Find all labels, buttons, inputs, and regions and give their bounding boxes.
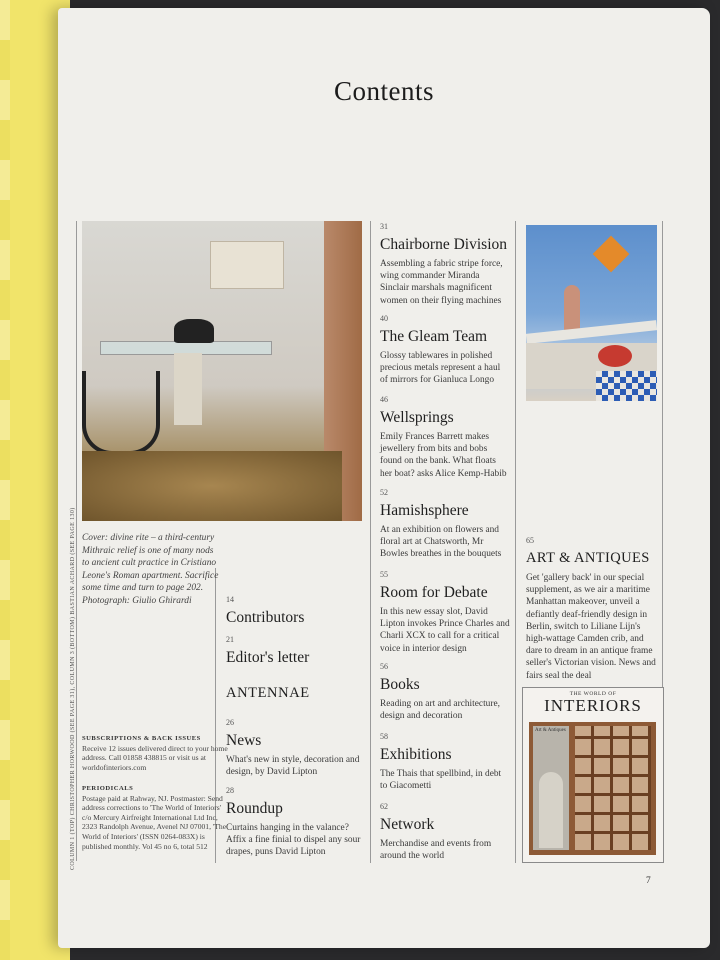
entry-title: Books xyxy=(380,676,420,693)
toc-entry[interactable] xyxy=(380,488,510,561)
entry-description: The Thais that spellbind, in debt to Giacometti xyxy=(380,769,502,792)
entry-page: 28 xyxy=(226,786,234,795)
entry-description: Assembling a fabric stripe force, wing commander Miranda Sinclair marshals magnificent women on their flying machines xyxy=(380,259,503,306)
entry-page: 31 xyxy=(380,222,388,231)
entry-title: Chairborne Division xyxy=(380,236,507,253)
entry-page: 40 xyxy=(380,314,388,323)
entry-page: 58 xyxy=(380,732,388,741)
section-antennae: ANTENNAE xyxy=(226,685,310,701)
entry-page: 14 xyxy=(226,595,234,604)
supplement-cover-image xyxy=(529,722,656,855)
page-number: 7 xyxy=(646,876,651,886)
entry-title: Roundup xyxy=(226,800,283,817)
entry-title: Editor's letter xyxy=(226,649,310,666)
toc-entry[interactable] xyxy=(226,595,366,627)
entry-description: Emily Frances Barrett makes jewellery from bits and bobs found on the bank. What floats her boat? asks Alice Kemp-Habib xyxy=(380,432,507,479)
wing-walker-photo xyxy=(526,225,657,401)
magazine-page xyxy=(58,8,710,948)
cover-caption: Cover: divine rite – a third-century Mithraic relief is one of many nods to ancient cult practice in Cristiano Leone's Roman apartment. Sacrifice some time and turn to page 202. Photograph: Giulio Ghirardi xyxy=(82,533,219,606)
entry-page: 21 xyxy=(226,635,234,644)
entry-description: At an exhibition on flowers and floral art at Chatsworth, Mr Bowles breathes in the bouquets xyxy=(380,525,502,560)
toc-entry[interactable] xyxy=(226,786,366,859)
entry-title: Network xyxy=(380,816,435,833)
entry-title: News xyxy=(226,732,262,749)
photo-credits: COLUMN 1 (TOP) CHRISTOPHER HORWOOD (SEE PAGE 31), COLUMN 3 (BOTTOM) BASTIAN ACHARD (SEE PAGE 130) xyxy=(70,507,76,870)
toc-entry[interactable] xyxy=(226,718,366,778)
subscriptions-text: Receive 12 issues delivered direct to your home address. Call 01858 438815 or visit us at worldofinteriors.com xyxy=(82,743,228,772)
entry-page: 52 xyxy=(380,488,388,497)
supplement-cover-thumbnail xyxy=(522,687,664,863)
entry-page: 46 xyxy=(380,395,388,404)
mithraic-relief xyxy=(210,241,284,289)
entry-title: Room for Debate xyxy=(380,584,488,601)
toc-entry[interactable] xyxy=(380,662,510,722)
entry-description: Merchandise and events from around the world xyxy=(380,839,492,862)
entry-description: Get 'gallery back' in our special supplement, as we air a maritime Manhattan makeover, unveil a defiantly deaf-friendly design in Berlin, switch to Liliane Lijn's high-wattage Camden crib, and dare to dream in an antique frame seller's Victorian vision. News and fairs seal the deal xyxy=(526,573,656,681)
toc-entry[interactable] xyxy=(380,395,510,480)
column-rule xyxy=(515,221,516,863)
cover-photo xyxy=(82,221,362,521)
entry-description: In this new essay slot, David Lipton invokes Prince Charles and Charli XCX to call for a critical voice in interior design xyxy=(380,607,510,654)
toc-entry[interactable] xyxy=(380,570,510,655)
toc-entry-art-antiques[interactable] xyxy=(526,536,658,682)
subscriptions-block xyxy=(82,734,230,772)
periodicals-heading: PERIODICALS xyxy=(82,785,134,792)
toc-entry[interactable] xyxy=(380,802,510,862)
entry-page: 56 xyxy=(380,662,388,671)
page-title: Contents xyxy=(333,76,434,106)
entry-page: 65 xyxy=(526,536,534,545)
toc-entry[interactable] xyxy=(380,732,510,792)
entry-title: ART & ANTIQUES xyxy=(526,550,650,566)
entry-title: Contributors xyxy=(226,609,305,626)
column-rule xyxy=(76,221,77,861)
toc-entry[interactable] xyxy=(380,314,510,387)
entry-description: Curtains hanging in the valance? Affix a fine finial to dispel any sour drapes, puns David Lipton xyxy=(226,823,361,858)
entry-description: What's new in style, decoration and design, by David Lipton xyxy=(226,755,360,778)
magazine-masthead: INTERIORS xyxy=(544,696,642,715)
subscriptions-heading: SUBSCRIPTIONS & BACK ISSUES xyxy=(82,735,201,742)
entry-title: The Gleam Team xyxy=(380,328,488,345)
entry-description: Reading on art and architecture, design and decoration xyxy=(380,699,500,722)
periodicals-text: Postage paid at Rahway, NJ. Postmaster: Send address corrections to 'The World of Interiors' c/o Mercury Airfreight International Ltd Inc, 2323 Randolph Avenue, Avenel NJ 07001, 'The World of Interiors' (ISSN 0264-083X) is published monthly. Vol 45 no 6, total 512 xyxy=(82,793,227,851)
supplement-label: Art & Antiques xyxy=(535,728,566,733)
entry-page: 26 xyxy=(226,718,234,727)
entry-page: 62 xyxy=(380,802,388,811)
magazine-masthead-small: THE WORLD OF xyxy=(569,691,617,697)
column-rule xyxy=(370,221,371,863)
periodicals-block xyxy=(82,784,230,851)
entry-title: Hamishsphere xyxy=(380,502,469,519)
entry-description: Glossy tablewares in polished precious metals represent a haul of mirrors for Gianluca Longo xyxy=(380,351,501,386)
toc-entry[interactable] xyxy=(380,222,510,307)
entry-title: Exhibitions xyxy=(380,746,452,763)
toc-entry[interactable] xyxy=(226,635,366,667)
entry-page: 55 xyxy=(380,570,388,579)
entry-title: Wellsprings xyxy=(380,409,454,426)
